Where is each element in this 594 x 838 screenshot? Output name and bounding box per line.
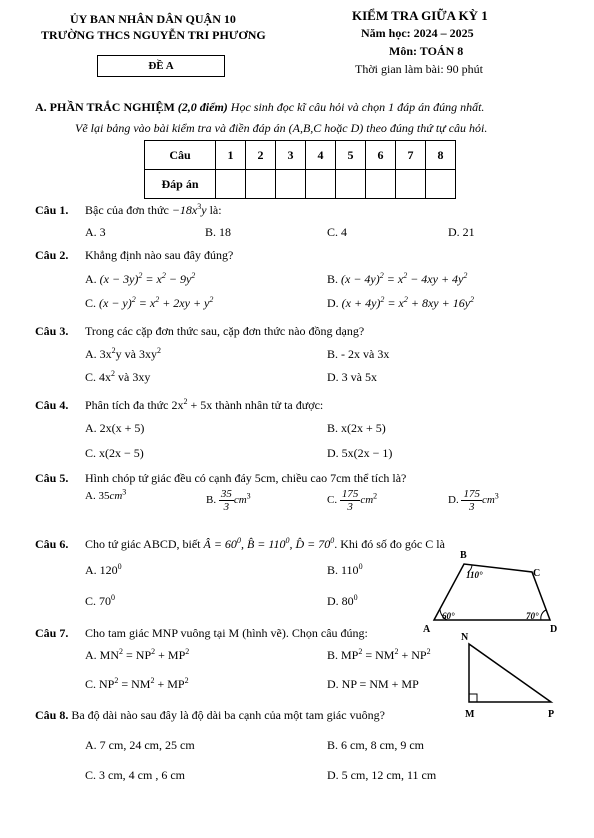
vertex-p-label: P [548,709,555,720]
q3-option-d[interactable]: D. 3 và 5x [327,370,377,384]
answer-cell[interactable] [336,170,366,199]
vertex-b-label: B [460,550,467,561]
q4-option-a[interactable]: A. 2x(x + 5) [85,421,145,435]
angle-b-label: 110° [466,570,483,580]
angle-a-label: 60° [442,611,455,621]
section-a-heading: A. PHẦN TRẮC NGHIỆM (2,0 điểm) Học sinh đọc kĩ câu hỏi và chọn 1 đáp án đúng nhất. [35,100,485,114]
vertex-d-label: D [550,624,558,635]
vertex-n-label: N [461,632,469,643]
q8-option-d[interactable]: D. 5 cm, 12 cm, 11 cm [327,768,437,782]
q2-text: Khẳng định nào sau đây đúng? [85,248,234,262]
vertex-a-label: A [423,624,431,635]
answer-table: Câu 1 2 3 4 5 6 7 8 Đáp án [144,140,456,199]
q4-option-c[interactable]: C. x(2x − 5) [85,446,144,460]
q3-option-a[interactable]: A. $3x^2y$ và $3xy^2$ [85,346,161,361]
answer-cell[interactable] [366,170,396,199]
q3-option-c[interactable]: C. $4x^2$ và 3xy [85,369,151,384]
q5-text: Hình chóp tứ giác đều có cạnh đáy 5cm, chiều cao 7cm thể tích là? [85,471,407,485]
quadrilateral-figure [420,548,560,636]
q4-text: Phân tích đa thức $2x^2 + 5x$ thành nhân tử ta được: [85,397,324,412]
answer-cell[interactable] [306,170,336,199]
q5-option-a[interactable]: A. $35cm^3$ [85,487,127,502]
answer-cell[interactable] [276,170,306,199]
angle-d-label: 70° [526,611,539,621]
duration: Thời gian làm bài: 90 phút [355,62,483,76]
right-triangle-figure [455,630,565,722]
q8-option-c[interactable]: C. 3 cm, 4 cm , 6 cm [85,768,185,782]
q2-option-b[interactable]: B. $(x - 4y)^2 = x^2 - 4xy + 4y^2$ [327,271,468,286]
vertex-m-label: M [465,709,475,720]
q4-option-d[interactable]: D. 5x(2x − 1) [327,446,393,460]
q2-label: Câu 2. [35,248,69,262]
school-name: TRƯỜNG THCS NGUYỄN TRI PHƯƠNG [41,28,266,42]
q5-option-b[interactable]: B. $\frac{35}{3}$ $cm^3$ [206,488,251,513]
vertex-c-label: C [533,568,541,579]
answer-cell[interactable] [216,170,246,199]
section-a-instruction: Vẽ lại bảng vào bài kiểm tra và điền đáp án (A,B,C hoặc D) theo đúng thứ tự câu hỏi. [75,121,488,135]
q3-text: Trong các cặp đơn thức sau, cặp đơn thức nào đồng dạng? [85,324,365,338]
q5-label: Câu 5. [35,471,69,485]
answer-cell[interactable] [396,170,426,199]
answer-cell[interactable] [426,170,456,199]
q6-text: Cho tứ giác ABCD, biết Â = $60^0$, B̂ = $110^0$, D̂ = $70^0$. Khi đó số đo góc C là [85,536,445,551]
q2-option-d[interactable]: D. $(x + 4y)^2 = x^2 + 8xy + 16y^2$ [327,295,475,310]
q7-text: Cho tam giác MNP vuông tại M (hình vẽ). Chọn câu đúng: [85,626,368,640]
q8-option-a[interactable]: A. 7 cm, 24 cm, 25 cm [85,738,195,752]
q1-option-a[interactable]: A. 3 [85,225,106,239]
q2-option-a[interactable]: A. $(x - 3y)^2 = x^2 - 9y^2$ [85,271,196,286]
q7-option-a[interactable]: A. $MN^2 = NP^2 + MP^2$ [85,647,190,662]
school-year: Năm học: 2024 – 2025 [361,26,474,40]
exam-title: KIỂM TRA GIỮA KỲ 1 [352,8,488,23]
q3-option-b[interactable]: B. - 2x và 3x [327,347,390,361]
authority-name: ỦY BAN NHÂN DÂN QUẬN 10 [70,12,236,26]
answer-cell[interactable] [246,170,276,199]
subject: Môn: TOÁN 8 [389,44,464,58]
answer-table-header: Câu [145,141,216,170]
q7-option-c[interactable]: C. $NP^2 = NM^2 + MP^2$ [85,676,189,691]
q3-label: Câu 3. [35,324,69,338]
q7-option-b[interactable]: B. $MP^2 = NM^2 + NP^2$ [327,647,431,662]
q1-option-d[interactable]: D. 21 [448,225,475,239]
q5-option-d[interactable]: D. $\frac{175}{3}$ $cm^3$ [448,488,499,513]
q6-option-d[interactable]: D. $80^0$ [327,593,358,608]
q6-option-c[interactable]: C. $70^0$ [85,593,116,608]
answer-row-label: Đáp án [145,170,216,199]
q4-option-b[interactable]: B. x(2x + 5) [327,421,386,435]
q1-option-c[interactable]: C. 4 [327,225,348,239]
q1-label: Câu 1. [35,203,69,217]
q6-option-a[interactable]: A. $120^0$ [85,562,122,577]
q6-option-b[interactable]: B. $110^0$ [327,562,363,577]
q6-label: Câu 6. [35,537,69,551]
q5-option-c[interactable]: C. $\frac{175}{3}$ $cm^2$ [327,488,378,513]
q4-label: Câu 4. [35,398,69,412]
q8-text: Câu 8. Ba độ dài nào sau đây là độ dài ba cạnh của một tam giác vuông? [35,708,385,722]
q7-label: Câu 7. [35,626,69,640]
q8-option-b[interactable]: B. 6 cm, 8 cm, 9 cm [327,738,424,752]
q7-option-d[interactable]: D. NP = NM + MP [327,677,419,691]
exam-code-box: ĐỀ A [97,55,225,77]
q1-option-b[interactable]: B. 18 [205,225,232,239]
q1-text: Bậc của đơn thức $-18x^3y$ là: [85,202,222,217]
q2-option-c[interactable]: C. $(x - y)^2 = x^2 + 2xy + y^2$ [85,295,214,310]
